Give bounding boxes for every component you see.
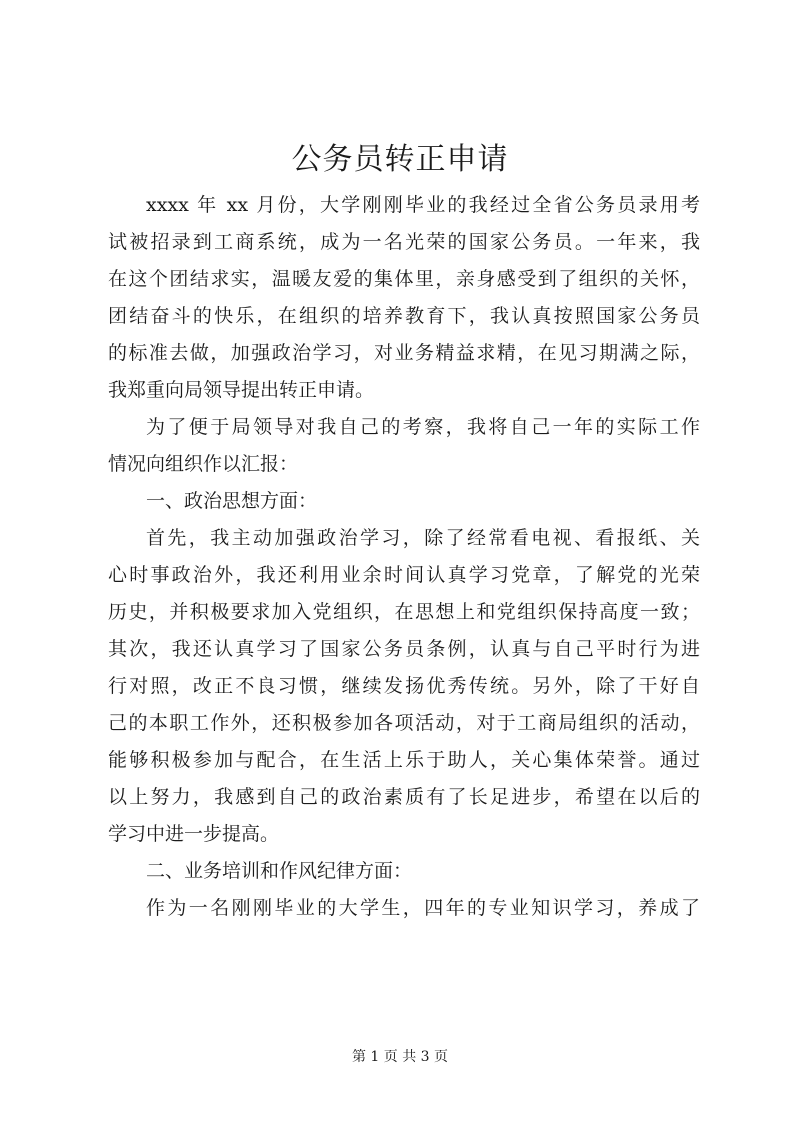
paragraph-line: 学习中进一步提高。 <box>108 823 280 845</box>
paragraph-line: 以上努力，我感到自己的政治素质有了长足进步，希望在以后的 <box>108 786 700 808</box>
section-heading: 二、业务培训和作风纪律方面： <box>146 860 413 882</box>
paragraph-line: 历史，并积极要求加入党组织，在思想上和党组织保持高度一致； <box>108 601 700 623</box>
paragraph-line: 团结奋斗的快乐，在组织的培养教育下，我认真按照国家公务员 <box>108 305 700 327</box>
paragraph-line: 能够积极参加与配合，在生活上乐于助人，关心集体荣誉。通过 <box>108 749 700 771</box>
paragraph-line: 试被招录到工商系统，成为一名光荣的国家公务员。一年来，我 <box>108 231 700 253</box>
paragraph-line: 为了便于局领导对我自己的考察，我将自己一年的实际工作 <box>146 416 700 438</box>
paragraph-line: 我郑重向局领导提出转正申请。 <box>108 379 375 401</box>
paragraph-line: 的标准去做，加强政治学习，对业务精益求精，在见习期满之际， <box>108 342 700 364</box>
paragraph-line: 心时事政治外，我还利用业余时间认真学习党章，了解党的光荣 <box>108 564 700 586</box>
document-body <box>108 187 700 927</box>
document-title: 公务员转正申请 <box>291 142 509 177</box>
paragraph-line: 首先，我主动加强政治学习，除了经常看电视、看报纸、关 <box>146 527 700 549</box>
paragraph-line: 己的本职工作外，还积极参加各项活动，对于工商局组织的活动， <box>108 712 700 734</box>
page-footer: 第 1 页 共 3 页 <box>351 1049 449 1065</box>
paragraph-line: xxxx 年 xx 月份，大学刚刚毕业的我经过全省公务员录用考 <box>146 194 700 216</box>
paragraph-line: 情况向组织作以汇报： <box>108 453 299 475</box>
paragraph-line: 作为一名刚刚毕业的大学生，四年的专业知识学习，养成了 <box>146 897 700 919</box>
paragraph-line: 行对照，改正不良习惯，继续发扬优秀传统。另外，除了干好自 <box>108 675 700 697</box>
paragraph-line: 其次，我还认真学习了国家公务员条例，认真与自己平时行为进 <box>108 638 700 660</box>
paragraph-line: 在这个团结求实，温暖友爱的集体里，亲身感受到了组织的关怀， <box>108 268 700 290</box>
section-heading: 一、政治思想方面： <box>146 490 318 512</box>
